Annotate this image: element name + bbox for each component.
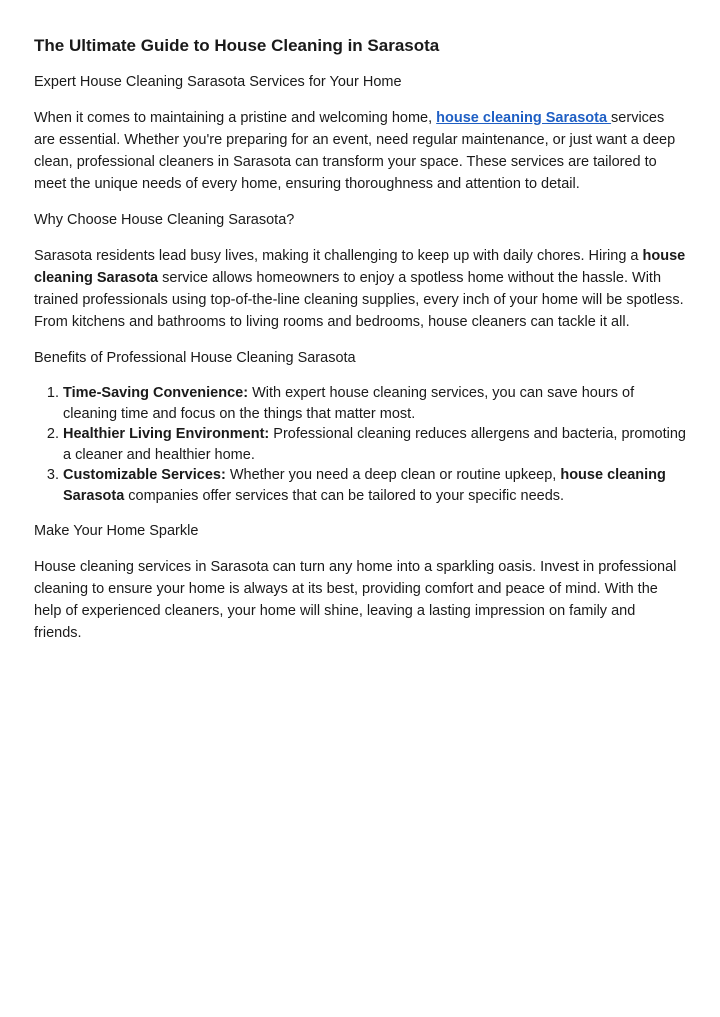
intro-text-start: When it comes to maintaining a pristine and welcoming home, bbox=[34, 110, 437, 126]
section-heading-benefits: Benefits of Professional House Cleaning Sarasota bbox=[34, 350, 356, 366]
list-item bbox=[63, 424, 686, 465]
why-text-end: service allows homeowners to enjoy a spotless home without the hassle. With trained professionals using top-of-the-line cleaning supplies, every inch of your home will be spotless. From kitchens and bathrooms to living rooms and bedrooms, house cleaners can tackle it all. bbox=[34, 270, 684, 330]
benefit-text: Whether you need a deep clean or routine upkeep, bbox=[225, 467, 561, 483]
why-paragraph bbox=[34, 245, 686, 333]
why-bold-keyword: house cleaning Sarasota bbox=[34, 248, 686, 286]
section-heading-sparkle: Make Your Home Sparkle bbox=[34, 523, 199, 539]
why-text-start: Sarasota residents lead busy lives, making it challenging to keep up with daily chores. Hiring a bbox=[34, 248, 643, 264]
list-item bbox=[63, 465, 686, 506]
benefits-list bbox=[34, 383, 686, 506]
sparkle-paragraph: House cleaning services in Sarasota can turn any home into a sparkling oasis. Invest in professional cleaning to ensure your home is always at its best, providing comfort and peace of mind. With the help of experienced cleaners, your home will shine, leaving a lasting impression on family and friends. bbox=[34, 559, 677, 641]
benefit-text: With expert house cleaning services, you can save hours of cleaning time and focus on the things that matter most. bbox=[63, 385, 635, 422]
benefit-bold-keyword: house cleaning Sarasota bbox=[63, 467, 666, 504]
intro-paragraph bbox=[34, 107, 686, 195]
benefit-text: Professional cleaning reduces allergens and bacteria, promoting a cleaner and healthier home. bbox=[63, 426, 686, 463]
section-heading-expert: Expert House Cleaning Sarasota Services for Your Home bbox=[34, 74, 402, 90]
intro-text-end: services are essential. Whether you're preparing for an event, need regular maintenance, or just want a deep clean, professional cleaners in Sarasota can transform your space. These services are tailored to meet the unique needs of every home, ensuring thoroughness and attention to detail. bbox=[34, 110, 676, 192]
benefit-text-end: companies offer services that can be tailored to your specific needs. bbox=[124, 487, 565, 504]
list-item bbox=[63, 383, 686, 424]
section-heading-why: Why Choose House Cleaning Sarasota? bbox=[34, 212, 295, 228]
benefit-label: Time-Saving Convenience: bbox=[63, 385, 249, 401]
benefit-label: Healthier Living Environment: bbox=[63, 426, 270, 442]
benefit-label: Customizable Services: bbox=[63, 467, 226, 483]
house-cleaning-link[interactable]: house cleaning Sarasota bbox=[436, 110, 612, 126]
page-title: The Ultimate Guide to House Cleaning in Sarasota bbox=[34, 36, 440, 55]
